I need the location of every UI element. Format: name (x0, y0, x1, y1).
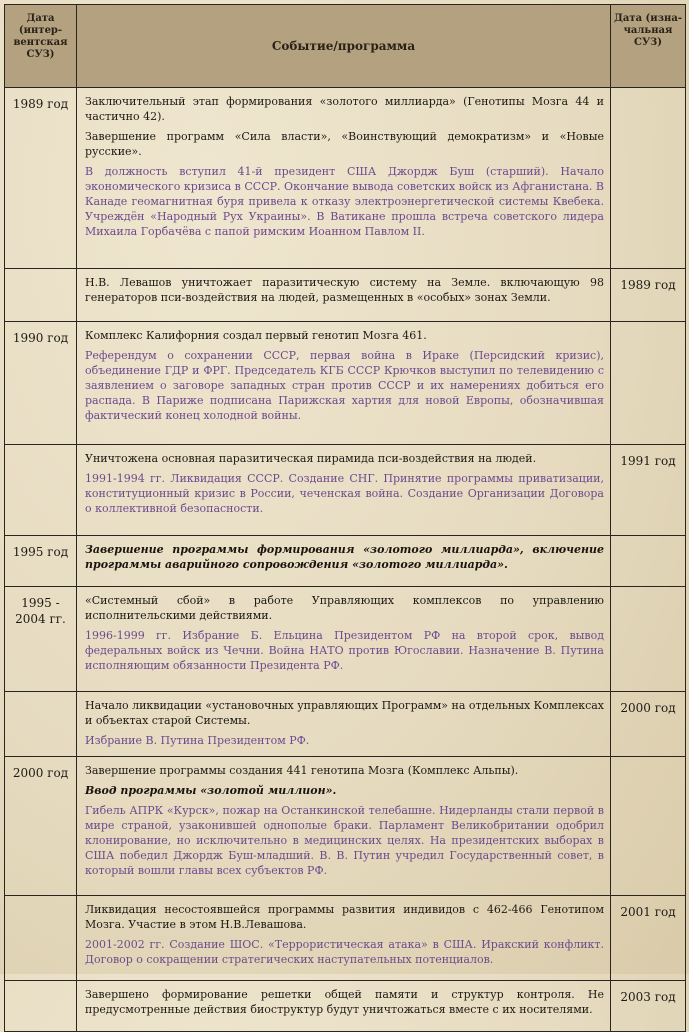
intervention-date-cell: 1990 год (5, 322, 77, 445)
original-date-cell: 1991 год (611, 445, 686, 536)
table-row (5, 536, 686, 587)
event-cell (77, 322, 611, 445)
event-cell (77, 587, 611, 692)
event-text: Заключительный этап формирования «золотого миллиарда» (Генотипы Мозга 44 и частично 42). (85, 95, 604, 123)
program-highlight-text: Завершение программы формирования «золотого миллиарда», включение программы аварийного сопровождения «золотого миллиарда». (85, 543, 604, 571)
original-date-cell: 2001 год (611, 896, 686, 981)
intervention-date-cell (5, 896, 77, 981)
table-row (5, 981, 686, 1032)
historical-context-text: В должность вступил 41-й президент США Джордж Буш (старший). Начало экономического кризиса в СССР. Окончание вывода советских войск из Афганистана. В Канаде геомагнитная буря привела к отказу электроэнергетической системы Квебека. Учреждён «Народный Рух Украины». В Ватикане прошла встреча советского лидера Михаила Горбачёва с папой римским Иоанном Павлом II. (85, 165, 604, 238)
header-intervention-date: Дата (интер-вентская СУЗ) (5, 5, 77, 88)
event-text: Завершение программ «Сила власти», «Воинствующий демократизм» и «Новые русские». (85, 130, 604, 158)
event-cell (77, 896, 611, 981)
event-text: Начало ликвидации «установочных управляющих Программ» на отдельных Комплексах и объектах старой Системы. (85, 699, 604, 727)
original-date-cell: 2003 год (611, 981, 686, 1032)
table-header-row (5, 5, 686, 88)
historical-context-text: Референдум о сохранении СССР, первая война в Ираке (Персидский кризис), объединение ГДР и ФРГ. Председатель КГБ СССР Крючков выступил по телевидению с заявлением о заговоре западных стран против СССР и их намерениях добиться его распада. В Париже подписана Парижская хартия для новой Европы, обозначившая фактический конец холодной войны. (85, 349, 604, 422)
historical-context-text: 2001-2002 гг. Создание ШОС. «Террористическая атака» в США. Иракский конфликт. Договор о сокращении стратегических наступательных потенциалов. (85, 938, 604, 966)
intervention-date-cell (5, 692, 77, 757)
chronology-table-page (4, 4, 685, 1016)
event-cell (77, 536, 611, 587)
table-row (5, 587, 686, 692)
event-text: «Системный сбой» в работе Управляющих комплексов по управлению исполнительскими действиями. (85, 594, 604, 622)
table-row (5, 896, 686, 981)
header-original-date: Дата (изна-чальная СУЗ) (611, 5, 686, 88)
event-cell (77, 88, 611, 269)
intervention-date-cell (5, 445, 77, 536)
intervention-date-cell: 1989 год (5, 88, 77, 269)
historical-context-text: 1996-1999 гг. Избрание Б. Ельцина Президентом РФ на второй срок, вывод федеральных войск из Чечни. Война НАТО против Югославии. Назначение В. Путина исполняющим обязанности Президента РФ. (85, 629, 604, 672)
original-date-cell: 1989 год (611, 269, 686, 322)
event-cell (77, 692, 611, 757)
event-text: Уничтожена основная паразитическая пирамида пси-воздействия на людей. (85, 452, 537, 465)
intervention-date-cell: 2000 год (5, 757, 77, 896)
original-date-cell (611, 88, 686, 269)
intervention-date-cell: 1995 - 2004 гг. (5, 587, 77, 692)
table-row (5, 269, 686, 322)
original-date-cell: 2000 год (611, 692, 686, 757)
event-text: Завершение программы создания 441 генотипа Мозга (Комплекс Альпы). (85, 764, 519, 777)
table-row (5, 322, 686, 445)
event-cell (77, 269, 611, 322)
original-date-cell (611, 587, 686, 692)
chronology-table (4, 4, 686, 1032)
table-row (5, 757, 686, 896)
header-event-program: Событие/программа (77, 5, 611, 88)
original-date-cell (611, 536, 686, 587)
event-text: Комплекс Калифорния создал первый генотип Мозга 461. (85, 329, 427, 342)
event-text: Завершено формирование решетки общей памяти и структур контроля. Не предусмотренные действия биоструктур будут уничтожаться вместе с их носителями. (85, 988, 604, 1016)
intervention-date-cell (5, 269, 77, 322)
table-row (5, 445, 686, 536)
historical-context-text: 1991-1994 гг. Ликвидация СССР. Создание СНГ. Принятие программы приватизации, конституционный кризис в России, чеченская война. Создание Организации Договора о коллективной безопасности. (85, 472, 604, 515)
table-body (5, 88, 686, 1032)
historical-context-text: Избрание В. Путина Президентом РФ. (85, 734, 310, 747)
event-cell (77, 757, 611, 896)
original-date-cell (611, 757, 686, 896)
event-text: Ликвидация несостоявшейся программы развития индивидов с 462-466 Генотипом Мозга. Участие в этом Н.В.Левашова. (85, 903, 604, 931)
original-date-cell (611, 322, 686, 445)
table-row (5, 692, 686, 757)
program-highlight-text: Ввод программы «золотой миллион». (85, 784, 337, 797)
historical-context-text: Гибель АПРК «Курск», пожар на Останкинской телебашне. Нидерланды стали первой в мире страной, узаконившей однополые браки. Парламент Великобритании одобрил клонирование, но исключительно в медицинских целях. На президентских выборах в США победил Джордж Буш-младший. В. В. Путин учредил Государственный совет, в который вошли главы всех субъектов РФ. (85, 804, 604, 877)
event-cell (77, 445, 611, 536)
table-row (5, 88, 686, 269)
event-text: Н.В. Левашов уничтожает паразитическую систему на Земле. включающую 98 генераторов пси-воздействия на людей, размещенных в «особых» зонах Земли. (85, 276, 604, 304)
event-cell (77, 981, 611, 1032)
intervention-date-cell (5, 981, 77, 1032)
intervention-date-cell: 1995 год (5, 536, 77, 587)
